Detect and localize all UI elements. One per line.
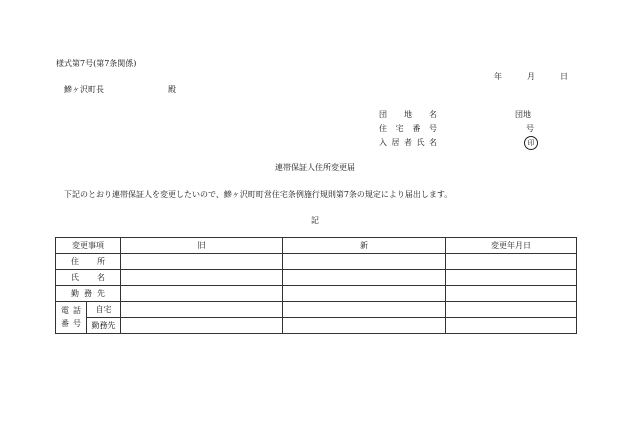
cell-name-new[interactable]: [283, 270, 446, 286]
header-new: 新: [283, 238, 446, 254]
date-year-label: 年: [494, 72, 502, 81]
document-title: 連帯保証人住所変更届: [275, 163, 355, 172]
row-label-address: 住 所: [56, 254, 121, 270]
row-label-phone-work: 勤務先: [87, 318, 121, 334]
cell-workplace-old[interactable]: [121, 286, 283, 302]
cell-phone-work-old[interactable]: [121, 318, 283, 334]
header-old: 旧: [121, 238, 283, 254]
change-table: [55, 237, 577, 334]
cell-workplace-date[interactable]: [446, 286, 577, 302]
cell-phone-home-date[interactable]: [446, 302, 577, 318]
table-row-name: [56, 270, 577, 286]
cell-phone-work-date[interactable]: [446, 318, 577, 334]
header-change-item: 変更事項: [56, 238, 121, 254]
cell-address-new[interactable]: [283, 254, 446, 270]
date-day-label: 日: [560, 72, 568, 81]
cell-phone-work-new[interactable]: [283, 318, 446, 334]
seal-mark: 印: [524, 136, 538, 150]
table-row-address: [56, 254, 577, 270]
header-change-date: 変更年月日: [446, 238, 577, 254]
cell-phone-home-new[interactable]: [283, 302, 446, 318]
cell-workplace-new[interactable]: [283, 286, 446, 302]
body-text: 下記のとおり連帯保証人を変更したいので、鰺ヶ沢町町営住宅条例施行規則第7条の規定により届出します。: [64, 190, 453, 199]
row-label-workplace: 勤 務 先: [56, 286, 121, 302]
applicant-resident-name-label: 入 居 者 氏 名: [379, 138, 437, 147]
form-number-label: 様式第7号(第7条関係): [56, 59, 137, 68]
cell-phone-home-old[interactable]: [121, 302, 283, 318]
cell-address-old[interactable]: [121, 254, 283, 270]
table-row-phone-work: [56, 318, 577, 334]
cell-name-date[interactable]: [446, 270, 577, 286]
applicant-house-number-suffix: 号: [526, 124, 534, 133]
table-header-row: [56, 238, 577, 254]
table-row-workplace: [56, 286, 577, 302]
addressee: 鰺ヶ沢町長: [64, 85, 104, 94]
table-row-phone-home: [56, 302, 577, 318]
applicant-danchi-suffix: 団地: [515, 110, 531, 119]
row-label-phone-home: 自宅: [87, 302, 121, 318]
applicant-danchi-label: 団 地 名: [379, 110, 437, 119]
row-label-phone: 電 話 番 号: [56, 302, 87, 334]
cell-name-old[interactable]: [121, 270, 283, 286]
cell-address-date[interactable]: [446, 254, 577, 270]
applicant-house-number-label: 住 宅 番 号: [379, 124, 437, 133]
date-month-label: 月: [527, 72, 535, 81]
row-label-name: 氏 名: [56, 270, 121, 286]
addressee-honorific: 殿: [168, 85, 176, 94]
ki-marker: 記: [311, 216, 319, 225]
